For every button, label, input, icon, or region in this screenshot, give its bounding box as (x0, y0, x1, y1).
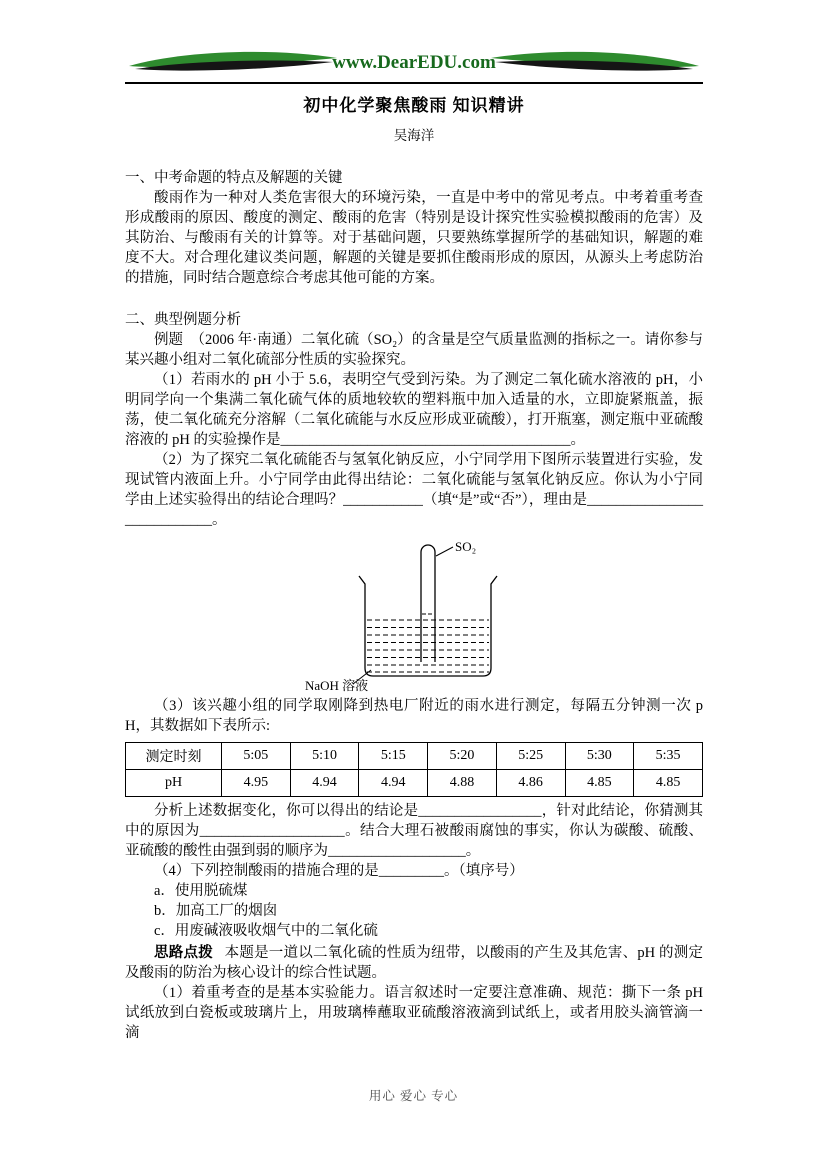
section2-heading: 二、典型例题分析 (125, 312, 241, 328)
question-4: （4）下列控制酸雨的措施合理的是_________。（填序号） (154, 863, 524, 879)
table-cell: 4.94 (359, 770, 428, 797)
tips-body: 本题是一道以二氧化硫的性质为纽带，以酸雨的产生及其危害、pH 的测定及酸雨的防治为核心设计的综合性试题。 (125, 945, 704, 981)
header-divider (125, 82, 703, 84)
section1-body: 酸雨作为一种对人类危害很大的环境污染，一直是中考中的常见考点。中考着重考查形成酸雨的原因、酸度的测定、酸雨的危害（特别是设计探究性实验模拟酸雨的危害）及其防治、与酸雨有关的计算等。对于基础问题，只要熟练掌握所学的基础知识，解题的难度不大。对合理化建议类问题，解题的关键是要抓住酸雨形成的原因，从源头上考虑防治的措施，同时结合题意综合考虑其他可能的方案。 (125, 190, 703, 286)
example-intro: 例题 （2006 年·南通）二氧化硫（SO₂）的含量是空气质量监测的指标之一。请你参与某兴趣小组对二氧化硫部分性质的实验探究。 (125, 332, 703, 368)
question-1: （1）若雨水的 pH 小于 5.6，表明空气受到污染。为了测定二氧化硫水溶液的 pH，小明同学向一个集满二氧化硫气体的质地较软的塑料瓶中加入适量的水，立即旋紧瓶盖，振荡，使二氧化硫充分溶解（二氧化硫能与水反应形成亚硫酸），打开瓶塞，测定瓶中亚硫酸溶液的 pH 的实验操作是________________________________________。 (125, 372, 703, 448)
section1-heading: 一、中考命题的特点及解题的关键 (125, 170, 343, 186)
note-1: （1）着重考查的是基本实验能力。语言叙述时一定要注意准确、规范：撕下一条 pH 试纸放到白瓷板或玻璃片上，用玻璃棒蘸取亚硫酸溶液滴到试纸上，或者用胶头滴管滴一滴 (125, 985, 703, 1041)
table-cell: 4.85 (565, 770, 634, 797)
naoh-label: NaOH 溶液 (305, 678, 369, 693)
table-row-times (126, 743, 703, 770)
test-tube (421, 545, 435, 662)
question-2: （2）为了探究二氧化硫能否与氢氧化钠反应，小宁同学用下图所示装置进行实验，发现试管内液面上升。小宁同学由此得出结论：二氧化硫能与氢氧化钠反应。你认为小宁同学由上述实验得出的结论合理吗？___________（填“是”或“否”），理由是____________________________。 (125, 452, 703, 528)
table-cell: 5:05 (222, 743, 291, 770)
ph-data-table (125, 742, 703, 797)
question-3: （3）该兴趣小组的同学取刚降到热电厂附近的雨水进行测定，每隔五分钟测一次 pH，其数据如下表所示: (125, 698, 703, 734)
table-cell: 5:10 (290, 743, 359, 770)
tips-label: 思路点拨 (154, 945, 213, 961)
beaker-outline (359, 576, 497, 676)
option-b: b．加高工厂的烟囱 (154, 903, 278, 919)
so2-pointer-line (436, 547, 453, 556)
option-c: c．用废碱液吸收烟气中的二氧化硫 (154, 923, 378, 939)
site-url: www.DearEDU.com (332, 52, 496, 73)
author-name: 吴海洋 (393, 128, 435, 143)
table-cell: 4.86 (496, 770, 565, 797)
solution-hatching (367, 620, 489, 672)
table-cell: 5:35 (634, 743, 703, 770)
page-title: 初中化学聚焦酸雨 知识精讲 (303, 96, 525, 115)
table-row-ph (126, 770, 703, 797)
experiment-diagram (303, 536, 593, 694)
table-cell: 5:30 (565, 743, 634, 770)
analysis-text: 分析上述数据变化，你可以得出的结论是_________________，针对此结论，你猜测其中的原因为____________________。结合大理石被酸雨腐蚀的事实，你认为碳酸、硫酸、亚硫酸的酸性由强到弱的顺序为___________________。 (125, 803, 703, 859)
table-cell: 测定时刻 (126, 743, 222, 770)
tips-paragraph (125, 943, 703, 983)
table-cell: 4.95 (222, 770, 291, 797)
table-cell: pH (126, 770, 222, 797)
table-cell: 4.88 (428, 770, 497, 797)
table-cell: 5:25 (496, 743, 565, 770)
so2-label: SO₂ (455, 539, 477, 554)
table-cell: 5:20 (428, 743, 497, 770)
site-header (125, 46, 703, 76)
banner-graphic (125, 46, 703, 76)
page-footer: 用心 爱心 专心 (368, 1089, 459, 1103)
option-a: a．使用脱硫煤 (154, 883, 248, 899)
table-cell: 4.85 (634, 770, 703, 797)
table-cell: 5:15 (359, 743, 428, 770)
table-cell: 4.94 (290, 770, 359, 797)
